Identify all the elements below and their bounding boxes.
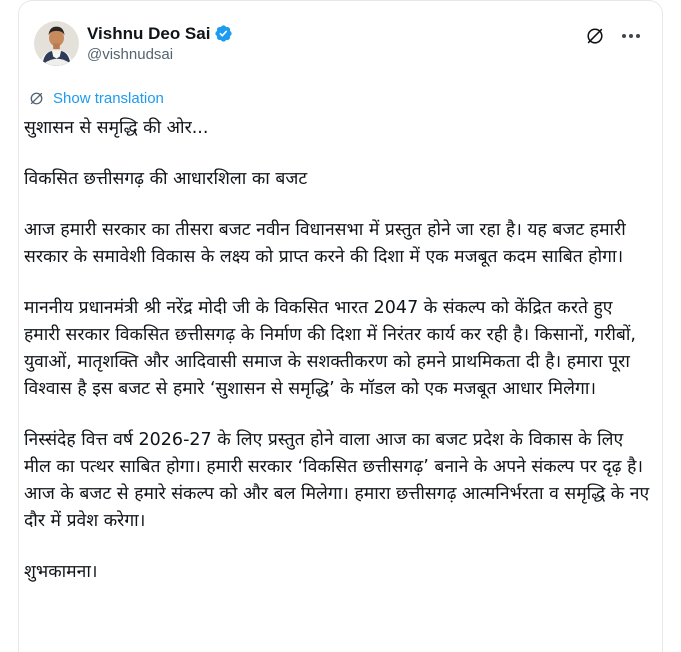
more-options-icon[interactable] — [620, 25, 642, 47]
verified-badge-icon — [214, 24, 233, 43]
author-handle[interactable]: @vishnudsai — [87, 46, 174, 63]
header-actions — [584, 21, 642, 47]
avatar[interactable] — [34, 21, 79, 66]
tweet-text-paragraph: सुशासन से समृद्धि की ओर... — [24, 118, 209, 138]
tweet-card — [18, 0, 663, 652]
translation-row — [19, 89, 662, 107]
tweet-text-paragraph: निस्संदेह वित्त वर्ष 2026-27 के लिए प्रस्तुत होने वाला आज का बजट प्रदेश के विकास के लिए मील का पत्थर साबित होगा। हमारी सरकार ‘विकसित छत्तीसगढ़’ बनाने के अपने संकल्प पर दृढ़ है। आज के बजट से हमारे संकल्प को और बल मिलेगा। हमारा छत्तीसगढ़ आत्मनिर्भरता व समृद्धि के नए दौर में प्रवेश करेगा। — [24, 430, 650, 531]
tweet-header — [19, 1, 662, 66]
show-translation-link[interactable]: Show translation — [53, 89, 164, 107]
tweet-text-paragraph: आज हमारी सरकार का तीसरा बजट नवीन विधानसभा में प्रस्तुत होने जा रहा है। यह बजट हमारी सरकार के समावेशी विकास के लक्ष्य को प्राप्त करने की दिशा में एक मजबूत कदम साबित होगा। — [24, 220, 626, 267]
author-names — [87, 21, 233, 65]
grok-icon[interactable] — [584, 25, 606, 47]
tweet-text-paragraph: विकसित छत्तीसगढ़ की आधारशिला का बजट — [24, 169, 308, 189]
tweet-text-paragraph: माननीय प्रधानमंत्री श्री नरेंद्र मोदी जी के विकसित भारत 2047 के संकल्प को केंद्रित करते हुए हमारी सरकार विकसित छत्तीसगढ़ के निर्माण की दिशा में निरंतर कार्य कर रही है। किसानों, गरीबों, युवाओं, मातृशक्ति और आदिवासी समाज के सशक्तीकरण को हमने प्राथमिकता दी है। हमारा पूरा विश्वास है इस बजट से हमारे ‘सुशासन से समृद्धि’ के मॉडल को एक मजबूत आधार मिलेगा। — [24, 298, 636, 399]
translate-icon — [28, 90, 45, 107]
author-display-name[interactable]: Vishnu Deo Sai — [87, 24, 211, 43]
avatar-photo — [34, 21, 79, 66]
tweet-text — [19, 115, 662, 586]
tweet-text-paragraph: शुभकामना। — [24, 562, 98, 582]
